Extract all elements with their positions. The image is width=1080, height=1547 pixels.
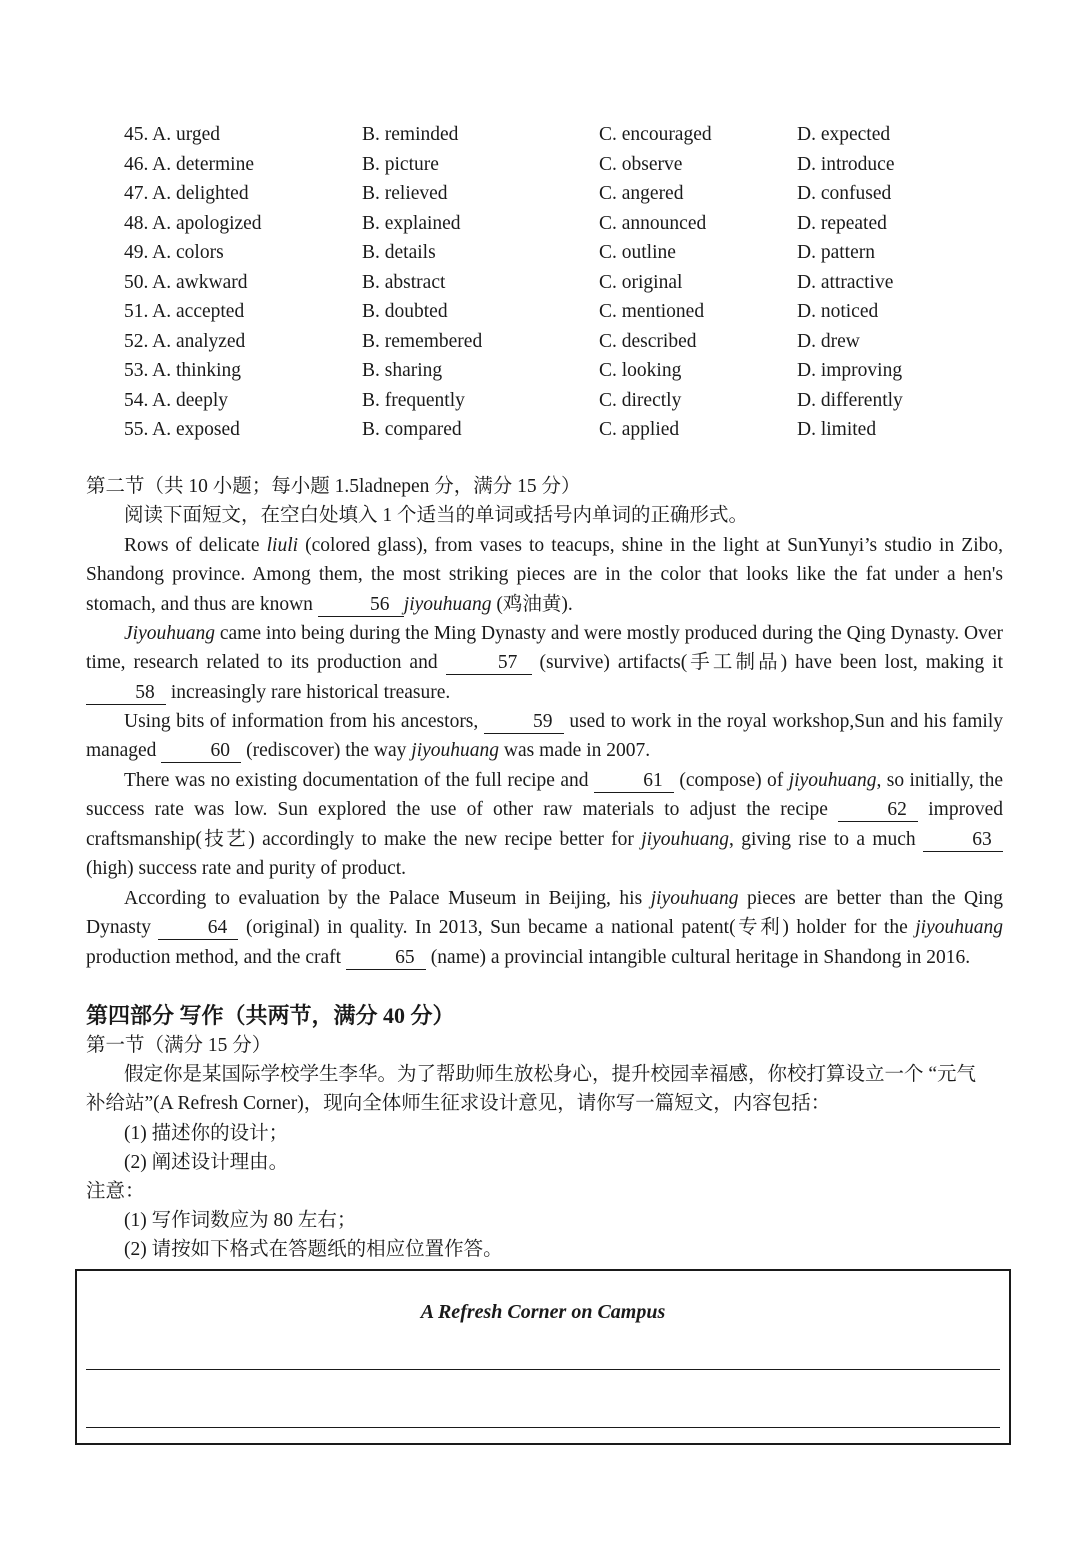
part4-heading: 第四部分 写作（共两节，满分 40 分） <box>86 1003 455 1028</box>
option-c: C. original <box>599 271 683 293</box>
choice-row <box>124 209 1004 239</box>
choice-row <box>124 356 1004 386</box>
blank-63[interactable]: 63 <box>923 829 1003 852</box>
option-b: B. abstract <box>362 271 446 293</box>
passage-paragraph-1: Rows of delicate liuli (colored glass), from vases to teacups, shine in the light at SunYunyi’s studio in Zibo, Shandong province. Among them, the most striking pieces are in the color that looks like the fat under a hen's stomach, and thus are known 56 jiyouhuang (鸡油黄). <box>86 535 1003 615</box>
option-c: C. angered <box>599 183 684 204</box>
blank-58[interactable]: 58 <box>86 682 166 705</box>
option-a: 50. A. awkward <box>124 271 248 293</box>
part4-subheading: 第一节（满分 15 分） <box>86 1035 272 1056</box>
option-c: C. announced <box>599 212 707 234</box>
option-a: 48. A. apologized <box>124 212 262 234</box>
choice-row <box>124 120 1004 150</box>
option-c: C. directly <box>599 389 682 411</box>
option-a: 52. A. analyzed <box>124 330 246 352</box>
writing-line <box>86 1369 1000 1370</box>
section-instruction: 阅读下面短文，在空白处填入 1 个适当的单词或括号内单词的正确形式。 <box>124 505 749 526</box>
option-b: B. picture <box>362 153 439 175</box>
option-d: D. improving <box>797 360 903 381</box>
option-c: C. applied <box>599 419 680 440</box>
choice-row <box>124 386 1004 416</box>
option-b: B. frequently <box>362 389 465 411</box>
blank-56[interactable]: 56 <box>318 594 404 617</box>
blank-61[interactable]: 61 <box>594 770 674 793</box>
option-b: B. reminded <box>362 124 459 145</box>
writing-prompt-line-1: 假定你是某国际学校学生李华。为了帮助师生放松身心，提升校园幸福感，你校打算设立一个 “元气 <box>124 1064 977 1085</box>
option-d: D. attractive <box>797 271 894 293</box>
option-b: B. remembered <box>362 330 483 352</box>
blank-64[interactable]: 64 <box>158 917 238 940</box>
passage-paragraph-5: According to evaluation by the Palace Museum in Beijing, his jiyouhuang pieces are better than the Qing Dynasty 64 (original) in quality. In 2013, Sun became a national patent(专利) holder for the jiyouhuang production method, and the craft 65 (name) a provincial intangible cultural heritage in Shandong in 2016. <box>86 888 1004 968</box>
option-a: 51. A. accepted <box>124 301 245 322</box>
answer-box-title: A Refresh Corner on Campus <box>420 1301 666 1323</box>
option-c: C. outline <box>599 242 676 263</box>
option-d: D. limited <box>797 419 877 440</box>
section-heading: 第二节（共 10 小题；每小题 1.5ladnepen 分，满分 15 分） <box>86 476 581 497</box>
answer-box[interactable] <box>75 1269 1011 1445</box>
option-b: B. details <box>362 242 436 263</box>
option-d: D. drew <box>797 330 860 352</box>
option-a: 46. A. determine <box>124 153 254 175</box>
option-d: D. pattern <box>797 242 875 263</box>
option-a: 45. A. urged <box>124 124 221 145</box>
choice-row <box>124 268 1004 298</box>
option-a: 54. A. deeply <box>124 389 228 411</box>
option-b: B. doubted <box>362 301 448 322</box>
choice-row <box>124 179 1004 209</box>
choice-row <box>124 327 1004 357</box>
blank-65[interactable]: 65 <box>346 947 426 970</box>
writing-item-2: (2) 阐述设计理由。 <box>124 1152 289 1173</box>
option-b: B. explained <box>362 212 461 234</box>
choice-row <box>124 238 1004 268</box>
writing-prompt-line-2: 补给站”(A Refresh Corner)，现向全体师生征求设计意见，请你写一篇短文，内容包括： <box>86 1093 831 1114</box>
passage-paragraph-2: Jiyouhuang came into being during the Ming Dynasty and were mostly produced during the Qing Dynasty. Over time, research related to its production and 57 (survive) artifacts(手工制品) have been lost, making it 58 increasingly rare historical treasure. <box>86 623 1004 703</box>
option-d: D. repeated <box>797 212 887 234</box>
writing-line <box>86 1427 1000 1428</box>
choice-row <box>124 150 1004 180</box>
option-a: 47. A. delighted <box>124 183 249 204</box>
choice-row <box>124 415 1004 445</box>
option-a: 53. A. thinking <box>124 360 242 381</box>
blank-62[interactable]: 62 <box>838 799 918 822</box>
option-a: 49. A. colors <box>124 242 224 263</box>
note-item-1: (1) 写作词数应为 80 左右； <box>124 1210 357 1231</box>
option-d: D. introduce <box>797 153 895 175</box>
option-c: C. observe <box>599 153 683 175</box>
choice-table <box>124 120 1004 445</box>
passage-paragraph-3: Using bits of information from his ancestors, 59 used to work in the royal workshop,Sun and his family managed 60 (rediscover) the way jiyouhuang was made in 2007. <box>86 711 1003 762</box>
blank-59[interactable]: 59 <box>484 711 564 734</box>
choice-row <box>124 297 1004 327</box>
option-d: D. noticed <box>797 301 879 322</box>
note-item-2: (2) 请按如下格式在答题纸的相应位置作答。 <box>124 1239 503 1260</box>
blank-57[interactable]: 57 <box>446 652 532 675</box>
option-c: C. described <box>599 330 697 352</box>
note-label: 注意： <box>86 1181 145 1202</box>
option-a: 55. A. exposed <box>124 419 240 440</box>
writing-item-1: (1) 描述你的设计； <box>124 1123 289 1144</box>
option-b: B. compared <box>362 419 462 440</box>
passage-paragraph-4: There was no existing documentation of the full recipe and 61 (compose) of jiyouhuang, so initially, the success rate was low. Sun explored the use of other raw materials to adjust the recipe 62 improved craftsmanship(技艺) accordingly to make the new recipe better for jiyouhuang, giving rise to a much 63 (high) success rate and purity of product. <box>86 770 1003 880</box>
option-d: D. differently <box>797 389 903 411</box>
option-b: B. relieved <box>362 183 448 204</box>
option-d: D. expected <box>797 124 891 145</box>
option-c: C. encouraged <box>599 124 712 145</box>
option-c: C. looking <box>599 360 682 381</box>
option-d: D. confused <box>797 183 892 204</box>
option-b: B. sharing <box>362 360 443 381</box>
option-c: C. mentioned <box>599 301 705 322</box>
blank-60[interactable]: 60 <box>161 740 241 763</box>
